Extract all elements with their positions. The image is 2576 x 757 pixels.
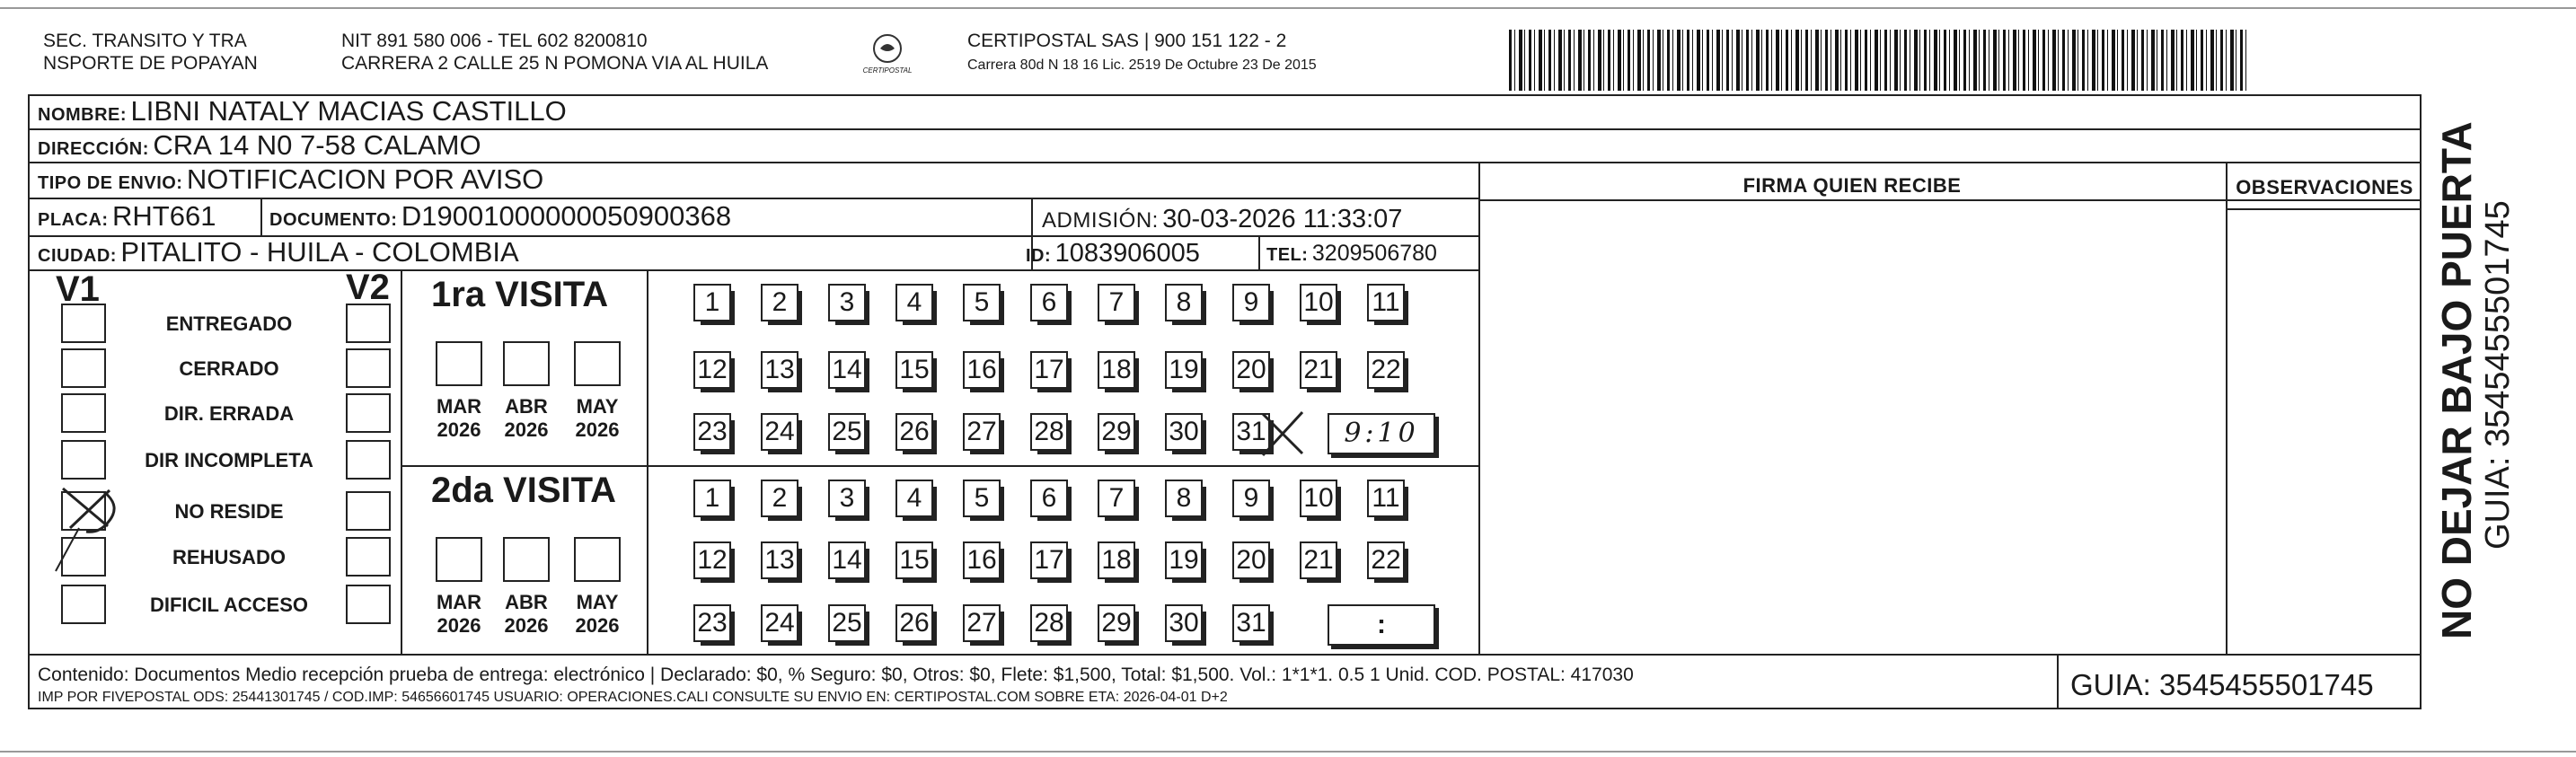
side-warning: NO DEJAR BAJO PUERTA	[2433, 121, 2480, 639]
tel-value: 3209506780	[1311, 241, 1437, 266]
visita-2-day-18[interactable]: 18	[1098, 541, 1135, 579]
ciudad-label: CIUDAD:	[38, 246, 117, 266]
month-name: MAY	[576, 395, 619, 418]
visita-2-day-27[interactable]: 27	[963, 604, 1001, 642]
visita-1-day-4[interactable]: 4	[895, 284, 933, 321]
visita-2-day-3[interactable]: 3	[828, 480, 866, 517]
direccion-row	[38, 129, 481, 167]
status-label-rehusado: REHUSADO	[172, 546, 286, 568]
admision-label: ADMISIÓN:	[1042, 208, 1159, 233]
tel-row	[1266, 237, 1437, 273]
status-label-entregado: ENTREGADO	[165, 312, 293, 335]
visita-1-day-5[interactable]: 5	[963, 284, 1001, 321]
id-row	[1026, 237, 1200, 274]
id-value: 1083906005	[1054, 239, 1200, 268]
visita-2-day-14[interactable]: 14	[828, 541, 866, 579]
visita-1-month-label-may	[569, 395, 625, 442]
visita-2-day-17[interactable]: 17	[1030, 541, 1068, 579]
visita-2-day-7[interactable]: 7	[1098, 480, 1135, 517]
month-name: MAY	[576, 591, 619, 613]
visita-1-day-19[interactable]: 19	[1165, 351, 1203, 389]
visita-1-day-13[interactable]: 13	[761, 351, 798, 389]
status-label-no-reside: NO RESIDE	[174, 500, 284, 523]
visita-2-month-label-mar	[431, 591, 487, 638]
sender-name-line2: NSPORTE DE POPAYAN	[43, 53, 258, 74]
visita-1-time: 9:10	[1344, 418, 1419, 449]
admision-value: 30-03-2026 11:33:07	[1162, 205, 1403, 233]
visita-2-day-24[interactable]: 24	[761, 604, 798, 642]
courier-company: CERTIPOSTAL SAS | 900 151 122 - 2	[967, 31, 1287, 51]
visita-1-month-label-abr	[498, 395, 554, 442]
v2-checkbox-dir-incompleta[interactable]	[346, 440, 391, 480]
visita-1-month-box-may[interactable]	[574, 341, 621, 386]
visita-1-title: 1ra VISITA	[431, 275, 609, 314]
documento-label: DOCUMENTO:	[269, 210, 398, 230]
visita-1-day-23[interactable]: 23	[693, 413, 731, 451]
visita-2-day-13[interactable]: 13	[761, 541, 798, 579]
visita-2-time-box[interactable]	[1328, 604, 1435, 646]
visita-2-day-8[interactable]: 8	[1165, 480, 1203, 517]
visita-2-day-5[interactable]: 5	[963, 480, 1001, 517]
v1-label: V1	[56, 269, 100, 309]
visita-1-day-10[interactable]: 10	[1300, 284, 1337, 321]
month-year: 2026	[504, 614, 549, 637]
v2-checkbox-no-reside[interactable]	[346, 491, 391, 531]
v1-checkbox-dir-errada[interactable]	[61, 393, 106, 433]
month-year: 2026	[575, 418, 620, 441]
observaciones-header: OBSERVACIONES	[2236, 176, 2413, 198]
visita-2-day-31[interactable]: 31	[1232, 604, 1270, 642]
visita-1-day-1[interactable]: 1	[693, 284, 731, 321]
footer-guia: GUIA: 3545455501745	[2070, 668, 2374, 701]
status-label-cerrado: CERRADO	[179, 357, 279, 380]
visita-2-month-label-abr	[498, 591, 554, 638]
visita-1-day-17[interactable]: 17	[1030, 351, 1068, 389]
visita-2-day-26[interactable]: 26	[895, 604, 933, 642]
bottom-edge-line	[0, 751, 2576, 753]
visita-1-day-3[interactable]: 3	[828, 284, 866, 321]
documento-value: D19001000000050900368	[401, 200, 732, 232]
visita-2-day-23[interactable]: 23	[693, 604, 731, 642]
top-edge-line	[0, 7, 2576, 9]
visita-1-day-28[interactable]: 28	[1030, 413, 1068, 451]
side-guia: GUIA: 3545455501745	[2479, 200, 2517, 550]
visita-1-day-20[interactable]: 20	[1232, 351, 1270, 389]
visita-1-day-22[interactable]: 22	[1367, 351, 1405, 389]
visita-2-time: :	[1377, 610, 1386, 639]
visita-1-day-30[interactable]: 30	[1165, 413, 1203, 451]
tipo-envio-value: NOTIFICACION POR AVISO	[186, 163, 544, 195]
month-year: 2026	[437, 418, 481, 441]
direccion-value: CRA 14 N0 7-58 CALAMO	[153, 129, 481, 161]
visita-2-day-19[interactable]: 19	[1165, 541, 1203, 579]
firma-area[interactable]	[1482, 201, 2224, 652]
visita-1-day-16[interactable]: 16	[963, 351, 1001, 389]
visita-2-day-4[interactable]: 4	[895, 480, 933, 517]
visita-1-day-18[interactable]: 18	[1098, 351, 1135, 389]
visita-2-title: 2da VISITA	[431, 471, 616, 510]
month-name: MAR	[436, 395, 482, 418]
ciudad-row	[38, 236, 519, 274]
visita-1-month-box-abr[interactable]	[503, 341, 550, 386]
visita-2-day-2[interactable]: 2	[761, 480, 798, 517]
v2-checkbox-rehusado[interactable]	[346, 537, 391, 577]
visita-1-day-8[interactable]: 8	[1165, 284, 1203, 321]
visita-2-day-12[interactable]: 12	[693, 541, 731, 579]
sender-address: CARRERA 2 CALLE 25 N POMONA VIA AL HUILA	[341, 53, 769, 74]
v1-checkbox-cerrado[interactable]	[61, 348, 106, 388]
visita-2-day-29[interactable]: 29	[1098, 604, 1135, 642]
contenido-text: Contenido: Documentos Medio recepción prueba de entrega: electrónico | Declarado: $0, % Seguro: $0, Otros: $0, Flete: $1,500, Total: $1,500. Vol.: 1*1*1. 0.5 1 Unid. COD. POSTAL: 417030	[38, 665, 1634, 685]
visita-1-day-26[interactable]: 26	[895, 413, 933, 451]
visita-1-day-6[interactable]: 6	[1030, 284, 1068, 321]
visita-2-day-1[interactable]: 1	[693, 480, 731, 517]
v2-checkbox-dir-errada[interactable]	[346, 393, 391, 433]
tipo-envio-row	[38, 163, 543, 201]
month-name: ABR	[505, 395, 548, 418]
nombre-value: LIBNI NATALY MACIAS CASTILLO	[130, 95, 567, 127]
visita-1-day-11[interactable]: 11	[1367, 284, 1405, 321]
visita-1-time-box[interactable]	[1328, 413, 1435, 454]
visita-2-day-11[interactable]: 11	[1367, 480, 1405, 517]
visita-2-day-22[interactable]: 22	[1367, 541, 1405, 579]
ciudad-value: PITALITO - HUILA - COLOMBIA	[120, 236, 519, 268]
nombre-row	[38, 95, 567, 133]
observaciones-area[interactable]	[2229, 212, 2420, 652]
placa-value: RHT661	[112, 200, 216, 232]
visita-2-month-box-may[interactable]	[574, 537, 621, 582]
visita-1-day-7[interactable]: 7	[1098, 284, 1135, 321]
visita-2-day-20[interactable]: 20	[1232, 541, 1270, 579]
admision-row	[1042, 203, 1402, 240]
visita-1-day-2[interactable]: 2	[761, 284, 798, 321]
placa-label: PLACA:	[38, 210, 109, 230]
logo-text: CERTIPOSTAL	[862, 66, 913, 75]
visita-2-day-25[interactable]: 25	[828, 604, 866, 642]
visita-2-day-30[interactable]: 30	[1165, 604, 1203, 642]
visita-2-month-box-abr[interactable]	[503, 537, 550, 582]
id-label: ID:	[1026, 246, 1052, 266]
visita-2-day-28[interactable]: 28	[1030, 604, 1068, 642]
visita-2-month-box-mar[interactable]	[436, 537, 482, 582]
nombre-label: NOMBRE:	[38, 105, 128, 125]
visita-1-month-label-mar	[431, 395, 487, 442]
visita-1-day-15[interactable]: 15	[895, 351, 933, 389]
month-year: 2026	[575, 614, 620, 637]
v2-label: V2	[346, 268, 390, 307]
v1-checkbox-dir-incompleta[interactable]	[61, 440, 106, 480]
v1-checkbox-entregado[interactable]	[61, 304, 106, 343]
visita-2-month-label-may	[569, 591, 625, 638]
month-year: 2026	[504, 418, 549, 441]
direccion-label: DIRECCIÓN:	[38, 139, 149, 159]
visita-1-day-12[interactable]: 12	[693, 351, 731, 389]
placa-row	[38, 200, 216, 238]
imp-text: IMP POR FIVEPOSTAL ODS: 25441301745 / COD.IMP: 54656601745 USUARIO: OPERACIONES.CALI CONSULTE SU ENVIO EN: CERTIPOSTAL.COM SOBRE ETA: 2026-04-01 D+2	[38, 690, 1228, 705]
visita-1-day-25[interactable]: 25	[828, 413, 866, 451]
sender-name-line1: SEC. TRANSITO Y TRA	[43, 31, 247, 51]
visita-2-day-10[interactable]: 10	[1300, 480, 1337, 517]
certipostal-logo	[855, 31, 920, 79]
status-label-dificil-acceso: DIFICIL ACCESO	[149, 594, 308, 616]
tel-label: TEL:	[1266, 245, 1309, 265]
visita-1-day-21[interactable]: 21	[1300, 351, 1337, 389]
visita-1-day-24[interactable]: 24	[761, 413, 798, 451]
courier-address: Carrera 80d N 18 16 Lic. 2519 De Octubre 23 De 2015	[967, 57, 1317, 73]
status-label-dir-incompleta: DIR INCOMPLETA	[145, 449, 313, 471]
no-reside-check-mark	[54, 485, 135, 575]
v2-checkbox-entregado[interactable]	[346, 304, 391, 343]
visita-2-day-15[interactable]: 15	[895, 541, 933, 579]
visita-1-month-box-mar[interactable]	[436, 341, 482, 386]
v1-checkbox-dificil-acceso[interactable]	[61, 585, 106, 624]
visita-1-day-29[interactable]: 29	[1098, 413, 1135, 451]
documento-row	[269, 200, 731, 238]
firma-header: FIRMA QUIEN RECIBE	[1742, 174, 1962, 197]
visita-2-day-6[interactable]: 6	[1030, 480, 1068, 517]
tipo-envio-label: TIPO DE ENVIO:	[38, 173, 183, 193]
visita-1-day-9[interactable]: 9	[1232, 284, 1270, 321]
visita-2-day-16[interactable]: 16	[963, 541, 1001, 579]
month-name: MAR	[436, 591, 482, 613]
visita-1-day-27[interactable]: 27	[963, 413, 1001, 451]
visita-1-day-31[interactable]: 31	[1232, 413, 1270, 451]
visita-1-day-14[interactable]: 14	[828, 351, 866, 389]
day-31-cross-mark	[1257, 409, 1308, 459]
sender-nit: NIT 891 580 006 - TEL 602 8200810	[341, 31, 648, 51]
status-label-dir-errada: DIR. ERRADA	[163, 402, 295, 425]
v2-checkbox-dificil-acceso[interactable]	[346, 585, 391, 624]
barcode	[1509, 30, 2249, 91]
visita-2-day-21[interactable]: 21	[1300, 541, 1337, 579]
month-name: ABR	[505, 591, 548, 613]
month-year: 2026	[437, 614, 481, 637]
visita-2-day-9[interactable]: 9	[1232, 480, 1270, 517]
v2-checkbox-cerrado[interactable]	[346, 348, 391, 388]
